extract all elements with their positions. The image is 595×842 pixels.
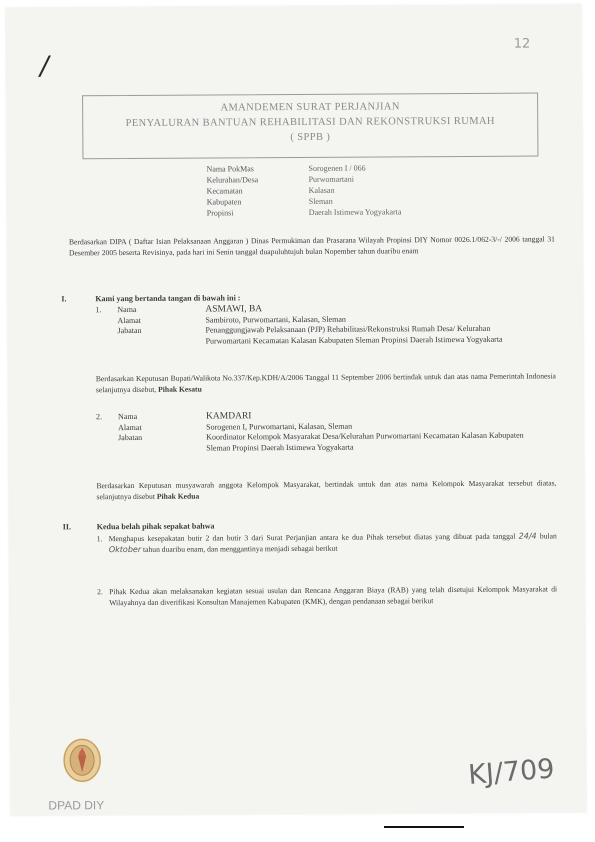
section-1-heading: Kami yang bertanda tangan di bawah ini :: [95, 293, 241, 304]
meta-label: Kabupaten: [206, 197, 242, 207]
item-1-number: 1.: [96, 534, 103, 544]
party-1-basis-block: [96, 371, 556, 395]
party-1-address: Sambiroto, Purwomartani, Kalasan, Sleman: [205, 314, 346, 325]
party-1-name: ASMAWI, BA: [205, 304, 263, 315]
party-1-basis: Berdasarkan Keputusan Bupati/Walikota No.337/Kep.KDH/A/2006 Tanggal 11 September 2006 bertindak untuk dan atas nama Pemerintah Indonesia selanjutnya disebut,: [95, 371, 556, 394]
party-1-position-label: Jabatan: [117, 325, 142, 336]
item-1: [109, 531, 557, 555]
party-2-address-label: Alamat: [118, 422, 142, 432]
meta-row: [207, 206, 402, 218]
party-2-basis-block: [96, 478, 556, 502]
metadata-table: [206, 162, 401, 218]
title-line-1: AMANDEMEN SURAT PERJANJIAN: [220, 101, 400, 114]
meta-value: Daerah Istimewa Yogyakarta: [308, 207, 402, 217]
intro-paragraph: Berdasarkan DIPA ( Daftar Isian Pelaksanaan Anggaran ) Dinas Permukiman dan Prasarana Wilayah Propinsi DIY Nomor 0026.1/062-3/-/ 2006 tanggal 31 Desember 2005 beserta Revisinya, pada hari ini Senin tanggal duapuluhtujuh bulan Nopember tahun duaribu enam: [68, 234, 555, 257]
party-1-number: 1.: [95, 305, 102, 315]
party-1-position: Penanggungjawab Pelaksanaan (PJP) Rehabilitasi/Rekonstruksi Rumah Desa/ Kelurahan Purwomartani Kecamatan Kalasan Kabupaten Sleman Propinsi Daerah Istimewa Yogyakarta: [205, 323, 503, 346]
meta-label: Propinsi: [206, 208, 234, 218]
meta-value: Sorogenen I / 066: [308, 163, 366, 173]
title-line-2: PENYALURAN BANTUAN REHABILITASI DAN REKONSTRUKSI RUMAH: [125, 115, 495, 130]
party-2-address: Sorogenen I, Purwomartani, Kalasan, Sleman: [206, 421, 353, 432]
section-2-number: II.: [62, 522, 71, 532]
item-2-number: 2.: [97, 587, 103, 597]
party-2-name-label: Nama: [118, 411, 138, 422]
archive-code: KJ/709: [467, 753, 556, 791]
meta-label: Kelurahan/Desa: [206, 175, 259, 185]
party-2-number: 2.: [96, 412, 103, 422]
party-1: [95, 302, 555, 347]
item-2: Pihak Kedua akan melaksanakan kegiatan sesuai usulan dan Rencana Anggaran Biaya (RAB) yang telah disetujui Kelompok Masyarakat di Wilayahnya dan diverifikasi Konsultan Manajemen Kabupaten (KMK), dengan pendanaan sebagai berikut: [109, 584, 558, 607]
party-2-position: Koordinator Kelompok Masyarakat Desa/Kelurahan Purwomartani Kecamatan Kalasan Kabupaten Sleman Propinsi Daerah Istimewa Yogyakarta: [206, 430, 524, 453]
document-page: [6, 4, 587, 816]
party-2-position-label: Jabatan: [118, 432, 143, 443]
item-1-date: 24/4: [518, 531, 537, 541]
party-1-address-label: Alamat: [117, 315, 142, 325]
meta-label: Kecamatan: [206, 186, 243, 196]
section-2-heading: Kedua belah pihak sepakat bahwa: [96, 521, 215, 532]
item-1-month: Oktober: [108, 544, 142, 554]
item-1-text-b: bulan: [539, 531, 557, 541]
party-2: [96, 409, 556, 454]
party-1-name-label: Nama: [117, 304, 137, 315]
party-2-name: KAMDARI: [206, 411, 252, 422]
meta-value: Kalasan: [308, 185, 335, 195]
dpad-logo-icon: [60, 736, 104, 784]
item-1-text-a: Menghapus kesepakatan butir 2 dan butir 3 dari Surat Perjanjian antara ke dua Pihak tersebut diatas yang dibuat pada tanggal: [108, 531, 516, 544]
party-2-designation: Pihak Kedua: [156, 491, 200, 501]
handwritten-mark: /: [39, 51, 49, 82]
item-1-text-c: tahun duaribu enam, dan menggantinya menjadi sebagai berikut: [142, 543, 338, 554]
party-2-basis: Berdasarkan Keputusan musyawarah anggota Kelompok Masyarakat, bertindak untuk dan atas nama Kelompok Masyarakat tersebut diatas, selanjutnya disebut: [96, 478, 557, 501]
archive-label: DPAD DIY: [48, 798, 105, 813]
meta-value: Sleman: [308, 196, 333, 206]
meta-value: Purwomartani: [308, 174, 354, 184]
title-box: [82, 93, 538, 160]
section-1-number: I.: [61, 294, 67, 304]
title-line-3: ( SPPB ): [290, 131, 331, 144]
page-number: 12: [513, 36, 531, 52]
meta-label: Nama PokMas: [206, 164, 254, 174]
bottom-rule: [384, 826, 464, 828]
party-1-designation: Pihak Kesatu: [158, 384, 202, 394]
